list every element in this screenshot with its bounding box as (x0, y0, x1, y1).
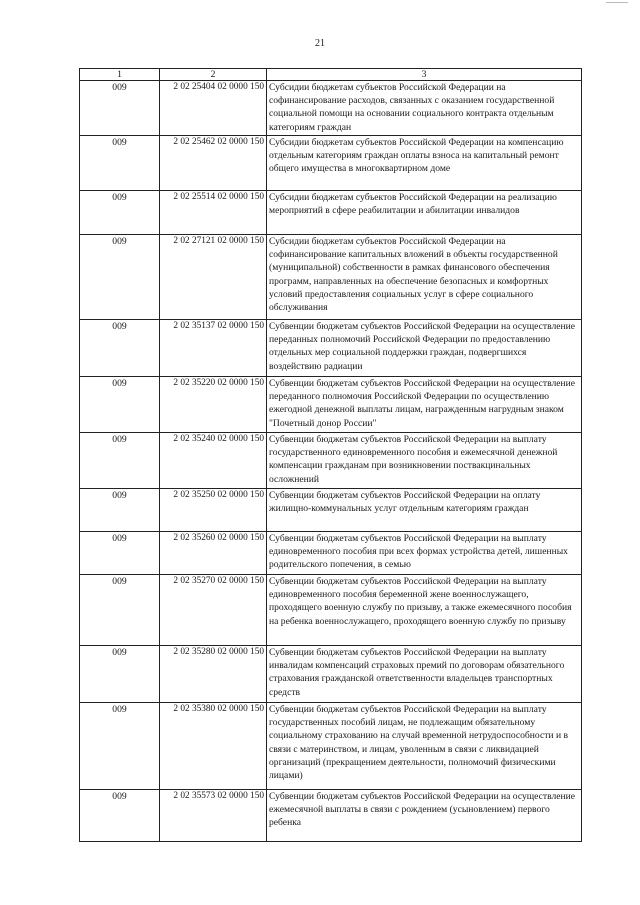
admin-code-cell: 009 (80, 235, 160, 320)
budget-code-cell: 2 02 35260 02 0000 150 (160, 532, 267, 575)
budget-code-cell: 2 02 25404 02 0000 150 (160, 81, 267, 136)
budget-code-cell: 2 02 35270 02 0000 150 (160, 575, 267, 646)
admin-code-cell: 009 (80, 136, 160, 191)
income-description-cell: Субвенции бюджетам субъектов Российской Федерации на выплату государственного единовременного пособия и ежемесячной денежной компенсации гражданам при возникновении поствакцинальных осложнений (267, 433, 582, 489)
budget-code-cell: 2 02 35220 02 0000 150 (160, 377, 267, 433)
table-row (80, 320, 582, 377)
table-row (80, 703, 582, 790)
budget-code-cell: 2 02 35137 02 0000 150 (160, 320, 267, 377)
budget-revenue-table (79, 68, 582, 842)
table-row (80, 790, 582, 842)
admin-code-cell: 009 (80, 320, 160, 377)
income-description-cell: Субвенции бюджетам субъектов Российской Федерации на выплату государственных пособий лицам, не подлежащим обязательному социальному страхованию на случай временной нетрудоспособности и в связи с материнством, и лицам, уволенным в связи с ликвидацией организаций (прекращением деятельности, полномочий физическими лицами) (267, 703, 582, 790)
table-body (80, 81, 582, 842)
budget-code-cell: 2 02 35240 02 0000 150 (160, 433, 267, 489)
admin-code-cell: 009 (80, 575, 160, 646)
column-header-1: 1 (80, 69, 160, 81)
table-row (80, 489, 582, 532)
budget-code-cell: 2 02 35573 02 0000 150 (160, 790, 267, 842)
income-description-cell: Субвенции бюджетам субъектов Российской Федерации на оплату жилищно-коммунальных услуг отдельным категориям граждан (267, 489, 582, 532)
table-row (80, 136, 582, 191)
income-description-cell: Субсидии бюджетам субъектов Российской Федерации на софинансирование капитальных вложений в объекты государственной (муниципальной) собственности в рамках финансового обеспечения программ, направленных на обеспечение безопасных и комфортных условий предоставления социальных услуг в сфере социального обслуживания (267, 235, 582, 320)
column-header-2: 2 (160, 69, 267, 81)
admin-code-cell: 009 (80, 489, 160, 532)
income-description-cell: Субсидии бюджетам субъектов Российской Федерации на софинансирование расходов, связанных с оказанием государственной социальной помощи на основании социального контракта отдельным категориям граждан (267, 81, 582, 136)
table-row (80, 235, 582, 320)
budget-code-cell: 2 02 25462 02 0000 150 (160, 136, 267, 191)
income-description-cell: Субвенции бюджетам субъектов Российской Федерации на осуществление переданных полномочий Российской Федерации по предоставлению отдельных мер социальной поддержки граждан, подвергшихся воздействию радиации (267, 320, 582, 377)
admin-code-cell: 009 (80, 191, 160, 235)
budget-code-cell: 2 02 35380 02 0000 150 (160, 703, 267, 790)
column-header-3: 3 (267, 69, 582, 81)
admin-code-cell: 009 (80, 532, 160, 575)
budget-code-cell: 2 02 25514 02 0000 150 (160, 191, 267, 235)
income-description-cell: Субвенции бюджетам субъектов Российской Федерации на выплату единовременного пособия при всех формах устройства детей, лишенных родительского попечения, в семью (267, 532, 582, 575)
budget-code-cell: 2 02 35280 02 0000 150 (160, 646, 267, 703)
scan-artifact (606, 2, 628, 9)
income-description-cell: Субвенции бюджетам субъектов Российской Федерации на осуществление переданного полномочия Российской Федерации по осуществлению ежегодной денежной выплаты лицам, награжденным нагрудным знаком "Почетный донор России" (267, 377, 582, 433)
income-description-cell: Субсидии бюджетам субъектов Российской Федерации на компенсацию отдельным категориям граждан оплаты взноса на капитальный ремонт общего имущества в многоквартирном доме (267, 136, 582, 191)
table-row (80, 191, 582, 235)
table-row (80, 433, 582, 489)
income-description-cell: Субвенции бюджетам субъектов Российской Федерации на выплату инвалидам компенсаций страховых премий по договорам обязательного страхования гражданской ответственности владельцев транспортных средств (267, 646, 582, 703)
income-description-cell: Субвенции бюджетам субъектов Российской Федерации на выплату единовременного пособия беременной жене военнослужащего, проходящего военную службу по призыву, а также ежемесячного пособия на ребенка военнослужащего, проходящего военную службу по призыву (267, 575, 582, 646)
admin-code-cell: 009 (80, 790, 160, 842)
income-description-cell: Субсидии бюджетам субъектов Российской Федерации на реализацию мероприятий в сфере реабилитации и абилитации инвалидов (267, 191, 582, 235)
budget-code-cell: 2 02 35250 02 0000 150 (160, 489, 267, 532)
income-description-cell: Субвенции бюджетам субъектов Российской Федерации на осуществление ежемесячной выплаты в связи с рождением (усыновлением) первого ребенка (267, 790, 582, 842)
admin-code-cell: 009 (80, 703, 160, 790)
table-row (80, 532, 582, 575)
admin-code-cell: 009 (80, 646, 160, 703)
admin-code-cell: 009 (80, 81, 160, 136)
table-header-row (80, 69, 582, 81)
table-row (80, 646, 582, 703)
admin-code-cell: 009 (80, 433, 160, 489)
table-row (80, 81, 582, 136)
admin-code-cell: 009 (80, 377, 160, 433)
budget-code-cell: 2 02 27121 02 0000 150 (160, 235, 267, 320)
page-number: 21 (315, 38, 325, 49)
table-row (80, 575, 582, 646)
table-row (80, 377, 582, 433)
